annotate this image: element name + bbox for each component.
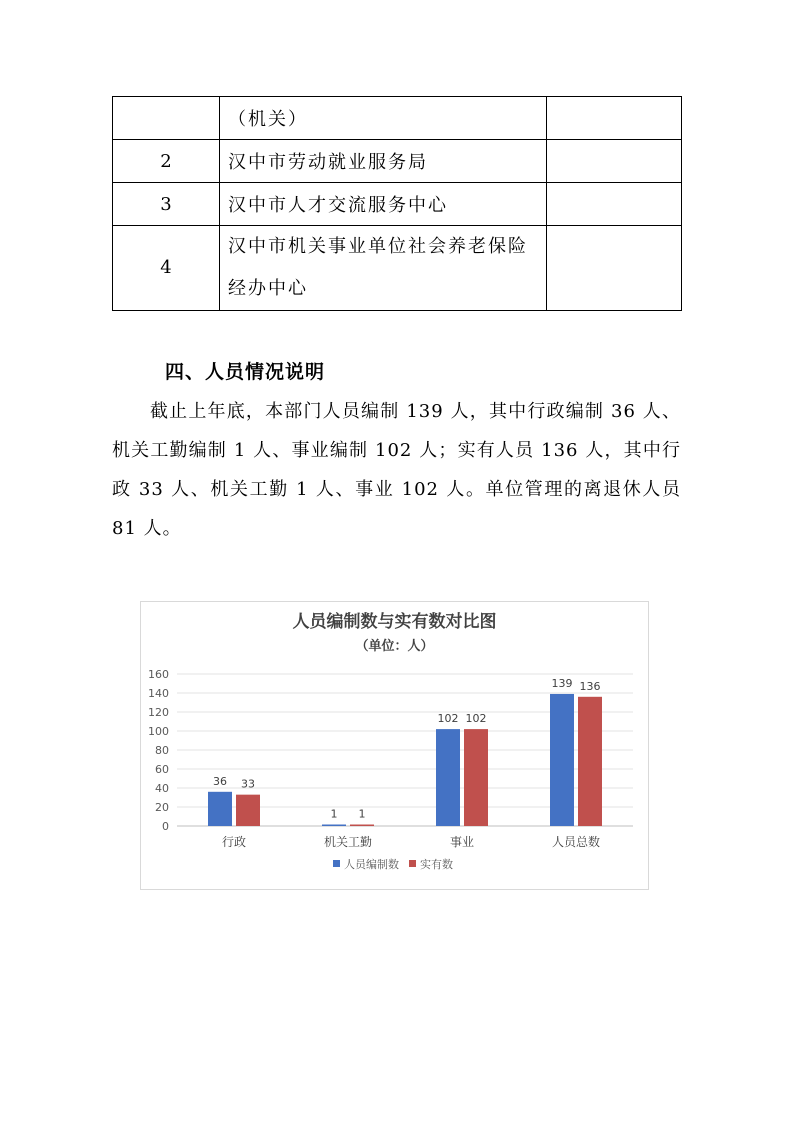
y-tick-label: 120 (148, 706, 169, 719)
y-tick-label: 0 (162, 820, 169, 833)
bar (436, 729, 460, 826)
y-tick-label: 40 (155, 782, 169, 795)
row-number: 4 (113, 226, 220, 311)
staffing-paragraph: 截止上年底，本部门人员编制 139 人，其中行政编制 36 人、机关工勤编制 1 人、事业编制 102 人；实有人员 136 人，其中行政 33 人、机关工勤 1 人、事业 102 人。单位管理的离退休人员 81 人。 (112, 401, 681, 539)
row-number: 2 (113, 140, 220, 183)
bar (464, 729, 488, 826)
data-label: 36 (213, 774, 227, 788)
unit-name: 汉中市机关事业单位社会养老保险经办中心 (220, 226, 547, 311)
x-tick-label: 事业 (449, 835, 475, 849)
section-heading: 四、人员情况说明 (165, 361, 326, 383)
data-label: 1 (358, 807, 366, 821)
x-tick-label: 行政 (221, 835, 247, 849)
x-tick-label: 人员总数 (551, 835, 601, 849)
y-tick-label: 60 (155, 763, 169, 776)
unit-name: 汉中市劳动就业服务局 (220, 140, 547, 183)
row-extra (547, 226, 682, 311)
y-tick-label: 160 (148, 668, 169, 681)
unit-name: 汉中市人才交流服务中心 (220, 183, 547, 226)
x-tick-label: 机关工勤 (323, 835, 373, 849)
data-label: 1 (330, 807, 338, 821)
chart-subtitle: （单位：人） (355, 639, 434, 654)
legend-label: 实有数 (420, 858, 453, 871)
row-extra (547, 183, 682, 226)
legend-swatch (409, 860, 416, 867)
legend-swatch (333, 860, 340, 867)
y-tick-label: 20 (155, 801, 169, 814)
data-label: 102 (465, 712, 487, 726)
chart-title: 人员编制数与实有数对比图 (292, 612, 497, 632)
bar (208, 792, 232, 826)
y-tick-label: 80 (155, 744, 169, 757)
data-label: 33 (241, 777, 255, 791)
legend-label: 人员编制数 (344, 858, 399, 871)
bar (236, 795, 260, 826)
row-number: 3 (113, 183, 220, 226)
table-row (113, 97, 682, 140)
bar (550, 694, 574, 826)
bar (578, 697, 602, 826)
organization-table (112, 96, 682, 311)
staffing-comparison-chart (140, 601, 649, 890)
y-tick-label: 140 (148, 687, 169, 700)
table-row (113, 140, 682, 183)
unit-name: （机关） (220, 97, 547, 140)
row-extra (547, 140, 682, 183)
row-number (113, 97, 220, 140)
chart-canvas (141, 602, 648, 889)
data-label: 139 (551, 676, 573, 690)
y-tick-label: 100 (148, 725, 169, 738)
bar (350, 825, 374, 827)
data-label: 136 (579, 679, 601, 693)
data-label: 102 (437, 712, 459, 726)
table-row (113, 226, 682, 311)
row-extra (547, 97, 682, 140)
table-row (113, 183, 682, 226)
bar (322, 825, 346, 827)
